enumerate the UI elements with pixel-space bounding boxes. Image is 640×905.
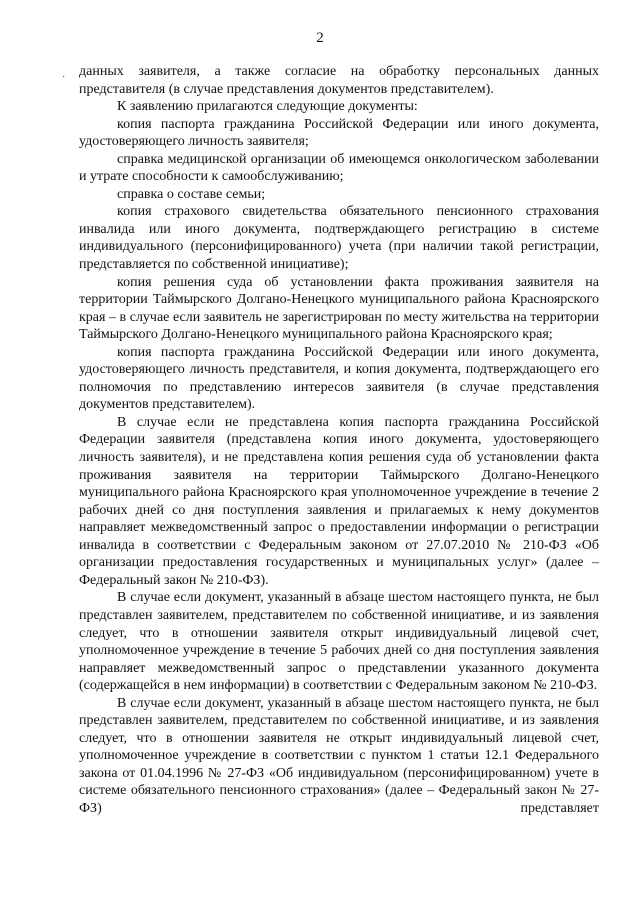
- paragraph-passport-copy: копия паспорта гражданина Российской Федерации или иного документа, удостоверяющего личность заявителя;: [79, 116, 599, 150]
- paragraph-court-decision: копия решения суда об установлении факта проживания заявителя на территории Таймырского Долгано-Ненецкого муниципального района Красноярского края – в случае если заявитель не зарегистрирован по месту жительства на территории Таймырского Долгано-Ненецкого муниципального района Красноярского края;: [79, 274, 599, 343]
- document-body: [79, 63, 599, 818]
- paragraph-attachments-intro: К заявлению прилагаются следующие документы:: [117, 99, 418, 115]
- paragraph-insurance-certificate: копия страхового свидетельства обязательного пенсионного страхования инвалида или иного документа, подтверждающего регистрацию в системе индивидуального (персонифицированного) учета (при наличии такой регистрации, представляется по собственной инициативе);: [79, 204, 599, 273]
- scan-mark: ·: [62, 72, 66, 83]
- paragraph-no-personal-account: В случае если документ, указанный в абзаце шестом настоящего пункта, не был представлен заявителем, представителем по собственной инициативе, и из заявления следует, что в отношении заявителя не открыт индивидуальный лицевой счет, уполномоченное учреждение в соответствии с пунктом 1 статьи 12.1 Федерального закона от 01.04.1996 № 27-ФЗ «Об индивидуальном (персонифицированном) учете в системе обязательного пенсионного страхования» (далее – Федеральный закон № 27-ФЗ) представляет: [79, 695, 599, 816]
- paragraph-interagency-request-registration: В случае если не представлена копия паспорта гражданина Российской Федерации заявителя (представлена копия иного документа, удостоверяющего личность заявителя), и не представлена копия решения суда об установлении факта проживания заявителя на территории Таймырского Долгано-Ненецкого муниципального района Красноярского края уполномоченное учреждение в течение 2 рабочих дней со дня поступления заявления и прилагаемых к нему документов направляет межведомственный запрос о предоставлении информации о регистрации инвалида в соответствии с Федеральным законом от 27.07.2010 № 210-ФЗ «Об организации предоставления государственных и муниципальных услуг» (далее – Федеральный закон № 210-ФЗ).: [79, 414, 599, 588]
- paragraph-interagency-request-account: В случае если документ, указанный в абзаце шестом настоящего пункта, не был представлен заявителем, представителем по собственной инициативе, и из заявления следует, что в отношении заявителя открыт индивидуальный лицевой счет, уполномоченное учреждение в течение 5 рабочих дней со дня поступления заявления направляет межведомственный запрос о представлении указанного документа (содержащейся в нем информации) в соответствии с Федеральным законом № 210-ФЗ.: [79, 590, 599, 694]
- paragraph-family-certificate: справка о составе семьи;: [117, 186, 266, 202]
- paragraph-continuation: данных заявителя, а также согласие на обработку персональных данных представителя (в случае представления документов представителем).: [79, 64, 599, 97]
- page-number: 2: [316, 30, 324, 46]
- paragraph-representative-passport: копия паспорта гражданина Российской Федерации или иного документа, удостоверяющего личность представителя, и копия документа, подтверждающего его полномочия по представлению интересов заявителя (в случае представления документов представителем).: [79, 344, 599, 413]
- paragraph-medical-certificate: справка медицинской организации об имеющемся онкологическом заболевании и утрате способности к самообслуживанию;: [79, 151, 599, 185]
